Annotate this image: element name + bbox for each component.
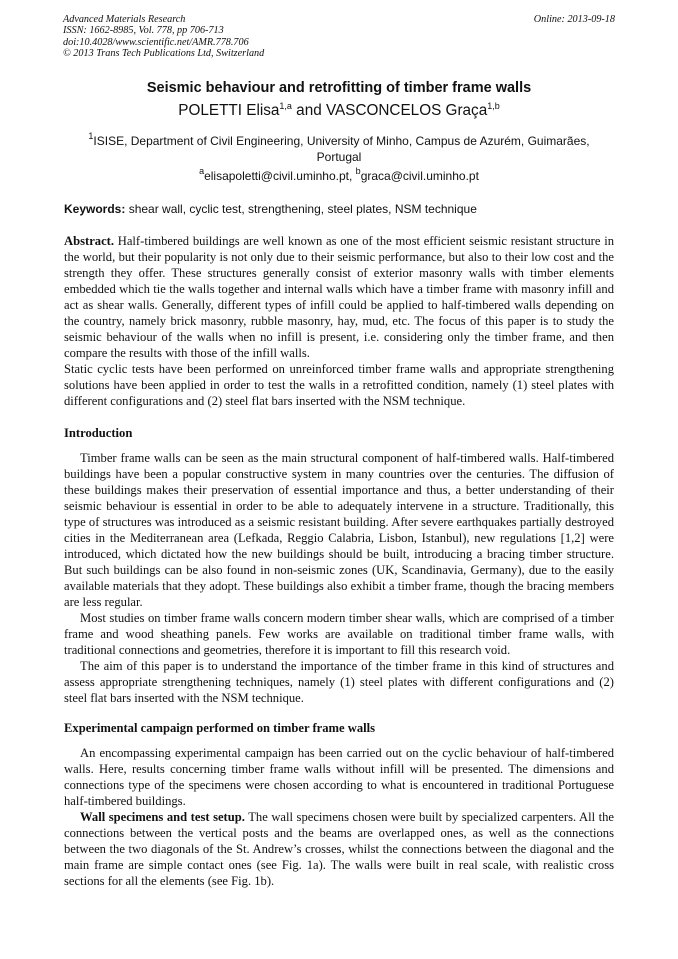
- abstract-paragraph-2: Static cyclic tests have been performed on unreinforced timber frame walls and appropriate strengthening solutions have been applied in order to test the walls in a retrofitted condition, namely (1) steel plates with different configurations and (2) steel flat bars inserted with the NSM technique.: [64, 362, 614, 408]
- email-a-sup: a: [199, 166, 205, 176]
- paper-title: Seismic behaviour and retrofitting of timber frame walls: [146, 80, 532, 96]
- author-1: POLETTI Elisa: [178, 102, 280, 119]
- email-b-sup: b: [355, 166, 361, 176]
- journal-name: Advanced Materials Research: [63, 14, 186, 25]
- abstract-label: Abstract.: [64, 234, 115, 248]
- issn: ISSN: 1662-8985, Vol. 778, pp 706-713: [63, 25, 224, 37]
- affiliation: [75, 128, 603, 165]
- experimental-text-2: The wall specimens chosen were built by specialized carpenters. All the connections between the vertical posts and the beams are overlapped ones, as well as the connections between the two diagonals of the St. Andrew’s crosses, whilst the connections between the diagonal and the main frame are simple contact ones (see Fig. 1a). The walls were built in real scale, with realistic cross sections for all the elements (see Fig. 1b).: [64, 810, 614, 888]
- introduction-paragraph-1: Timber frame walls can be seen as the main structural component of half-timbered walls. Half-timbered buildings have been a popular constructive system in many countries over the centuries. The diffusion of these buildings makes their preservation of essential importance and thus, a better understanding of their seismic behaviour is essential in order to be able to adequately intervene in a structure. Traditionally, this type of structures was introduced as a seismic resistant building. After severe earthquakes partially destroyed cities in the Mediterranean area (Lefkada, Reggio Calabria, Lisbon, Istanbul), new regulations [1,2] were introduced, which dictated how the new buildings should be built, introducing a bracing timber structure. But such buildings can be also found in non-seismic zones (UK, Scandinavia, Germany), due to the easily available materials that they adopt. These buildings also exhibit a timber frame, though the bracing members are less regular.: [64, 451, 614, 609]
- experimental-paragraph-1: An encompassing experimental campaign has been carried out on the cyclic behaviour of half-timbered walls. Here, results concerning timber frame walls without infill will be presented. The dimensions and connections type of the specimens were chosen according to what is encountered in traditional Portuguese half-timbered buildings.: [64, 746, 614, 808]
- email-a: elisapoletti@civil.uminho.pt,: [204, 169, 356, 183]
- introduction-paragraph-2: Most studies on timber frame walls concern modern timber shear walls, which are comprised of a timber frame and wood sheathing panels. Few works are available on traditional timber frame walls, with traditional connections and geometries, therefore it is important to fill this research void.: [64, 611, 614, 657]
- affiliation-sup: 1: [88, 131, 94, 141]
- abstract: [64, 233, 614, 409]
- introduction-body: [64, 450, 614, 706]
- email-b: graca@civil.uminho.pt: [360, 169, 479, 183]
- author-and: and: [291, 102, 326, 119]
- author-2-sup: 1,b: [487, 101, 500, 111]
- author-1-sup: 1,a: [279, 101, 292, 111]
- keywords: [64, 202, 614, 216]
- author-2: VASCONCELOS Graça: [325, 102, 488, 119]
- author-line: [0, 101, 678, 120]
- running-header: [63, 14, 615, 60]
- copyright: © 2013 Trans Tech Publications Ltd, Switzerland: [63, 48, 265, 60]
- abstract-text-1: Half-timbered buildings are well known as one of the most efficient seismic resistant structure in the world, but their popularity is not only due to their seismic performance, but also to their low cost and the strength they offer. These structures generally consist of exterior masonry walls with timber elements embedded which tie the walls together and internal walls which have a timber frame with masonry infill and act as shear walls. Generally, different types of infill could be applied to half-timbered walls depending on the country, namely brick masonry, rubble masonry, hay, mud, etc. The focus of this paper is to study the seismic behaviour of the walls when no infill is present, i.e. considering only the timber frame, and then compare the results with those of the infill walls.: [64, 234, 614, 360]
- online-date: Online: 2013-09-18: [533, 14, 615, 25]
- affiliation-text: ISISE, Department of Civil Engineering, University of Minho, Campus de Azurém, Guimarães, Portugal: [93, 134, 590, 164]
- keywords-text: shear wall, cyclic test, strengthening, steel plates, NSM technique: [125, 202, 477, 216]
- keywords-label: Keywords:: [64, 202, 126, 216]
- experimental-body: [64, 745, 614, 889]
- abstract-paragraph-1: [64, 233, 614, 361]
- subsection-label: Wall specimens and test setup.: [80, 810, 245, 824]
- experimental-heading: Experimental campaign performed on timber frame walls: [64, 721, 376, 735]
- email-line: [0, 166, 678, 183]
- experimental-paragraph-2: [64, 809, 614, 889]
- doi: doi:10.4028/www.scientific.net/AMR.778.706: [63, 36, 249, 48]
- introduction-paragraph-3: The aim of this paper is to understand the importance of the timber frame in this kind of structures and assess appropriate strengthening techniques, namely (1) steel plates with different configurations and (2) steel flat bars inserted with the NSM technique.: [64, 659, 614, 705]
- introduction-heading: Introduction: [64, 426, 133, 440]
